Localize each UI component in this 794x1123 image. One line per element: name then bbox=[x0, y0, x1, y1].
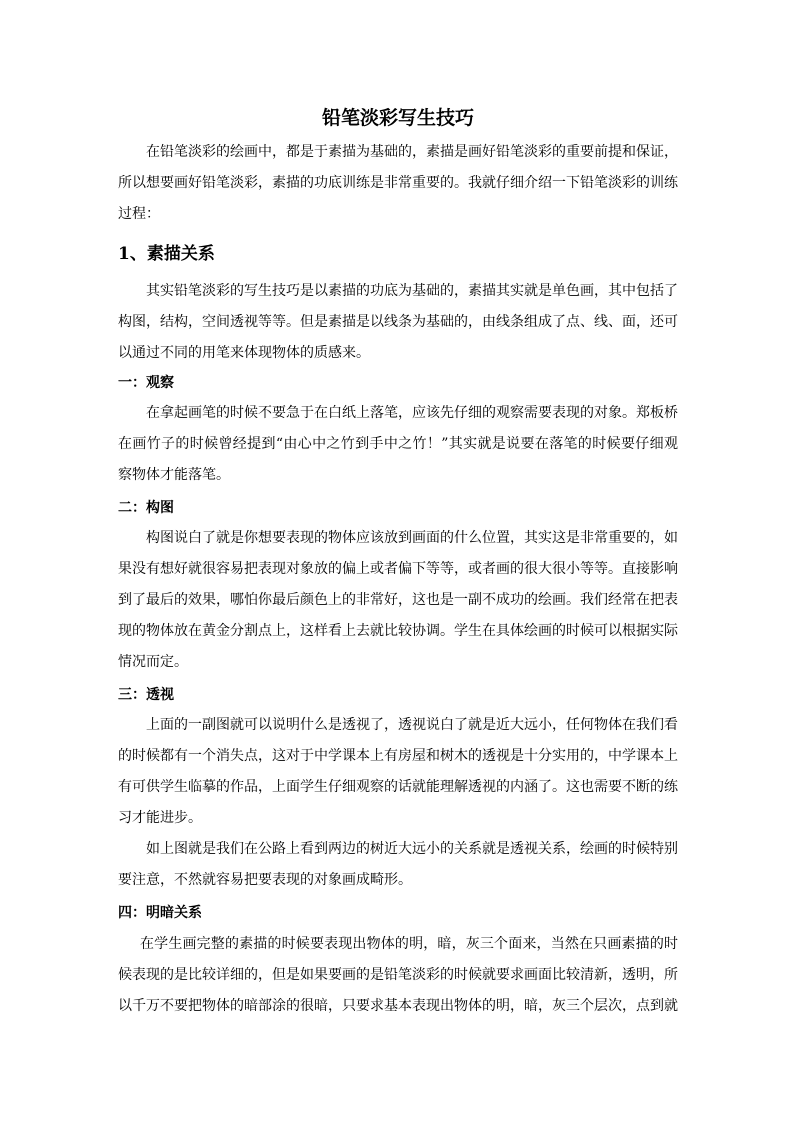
subheading-observe: 一：观察 bbox=[118, 375, 174, 391]
subheading-composition: 二：构图 bbox=[118, 500, 174, 516]
section-heading-sketch-relations: 1、素描关系 bbox=[118, 244, 215, 264]
observe-paragraph: 在拿起画笔的时候不要急于在白纸上落笔，应该先仔细的观察需要表现的对象。郑板桥在画竹子的时候曾经提到“由心中之竹到手中之竹！”其实就是说要在落笔的时候要仔细观察物体才能落笔。 bbox=[118, 405, 678, 483]
light-dark-paragraph: 在学生画完整的素描的时候要表现出物体的明，暗，灰三个面来，当然在只画素描的时候表现的是比较详细的，但是如果要画的是铅笔淡彩的时候就要求画面比较清新，透明，所以千万不要把物体的暗部涂的很暗，只要求基本表现出物体的明，暗，灰三个层次，点到就 bbox=[118, 936, 678, 1014]
subheading-perspective: 三：透视 bbox=[118, 687, 174, 703]
perspective-paragraph-1: 上面的一副图就可以说明什么是透视了，透视说白了就是近大远小，任何物体在我们看的时候都有一个消失点，这对于中学课本上有房屋和树木的透视是十分实用的，中学课本上有可供学生临摹的作品，上面学生仔细观察的话就能理解透视的内涵了。这也需要不断的练习才能进步。 bbox=[118, 717, 678, 826]
composition-paragraph: 构图说白了就是你想要表现的物体应该放到画面的什么位置，其实这是非常重要的，如果没有想好就很容易把表现对象放的偏上或者偏下等等，或者画的很大很小等等。直接影响到了最后的效果，哪怕你最后颜色上的非常好，这也是一副不成功的绘画。我们经常在把表现的物体放在黄金分割点上，这样看上去就比较协调。学生在具体绘画的时候可以根据实际情况而定。 bbox=[118, 530, 678, 670]
subheading-light-dark: 四：明暗关系 bbox=[118, 905, 202, 921]
perspective-paragraph-2: 如上图就是我们在公路上看到两边的树近大远小的关系就是透视关系，绘画的时候特别要注意，不然就容易把要表现的对象画成畸形。 bbox=[118, 841, 678, 888]
sketch-relations-paragraph: 其实铅笔淡彩的写生技巧是以素描的功底为基础的，素描其实就是单色画，其中包括了构图，结构，空间透视等等。但是素描是以线条为基础的，由线条组成了点、线、面，还可以通过不同的用笔来体现物体的质感来。 bbox=[118, 283, 678, 361]
document-title: 铅笔淡彩写生技巧 bbox=[321, 107, 474, 129]
intro-paragraph: 在铅笔淡彩的绘画中，都是于素描为基础的，素描是画好铅笔淡彩的重要前提和保证，所以想要画好铅笔淡彩，素描的功底训练是非常重要的。我就仔细介绍一下铅笔淡彩的训练过程： bbox=[118, 144, 678, 222]
